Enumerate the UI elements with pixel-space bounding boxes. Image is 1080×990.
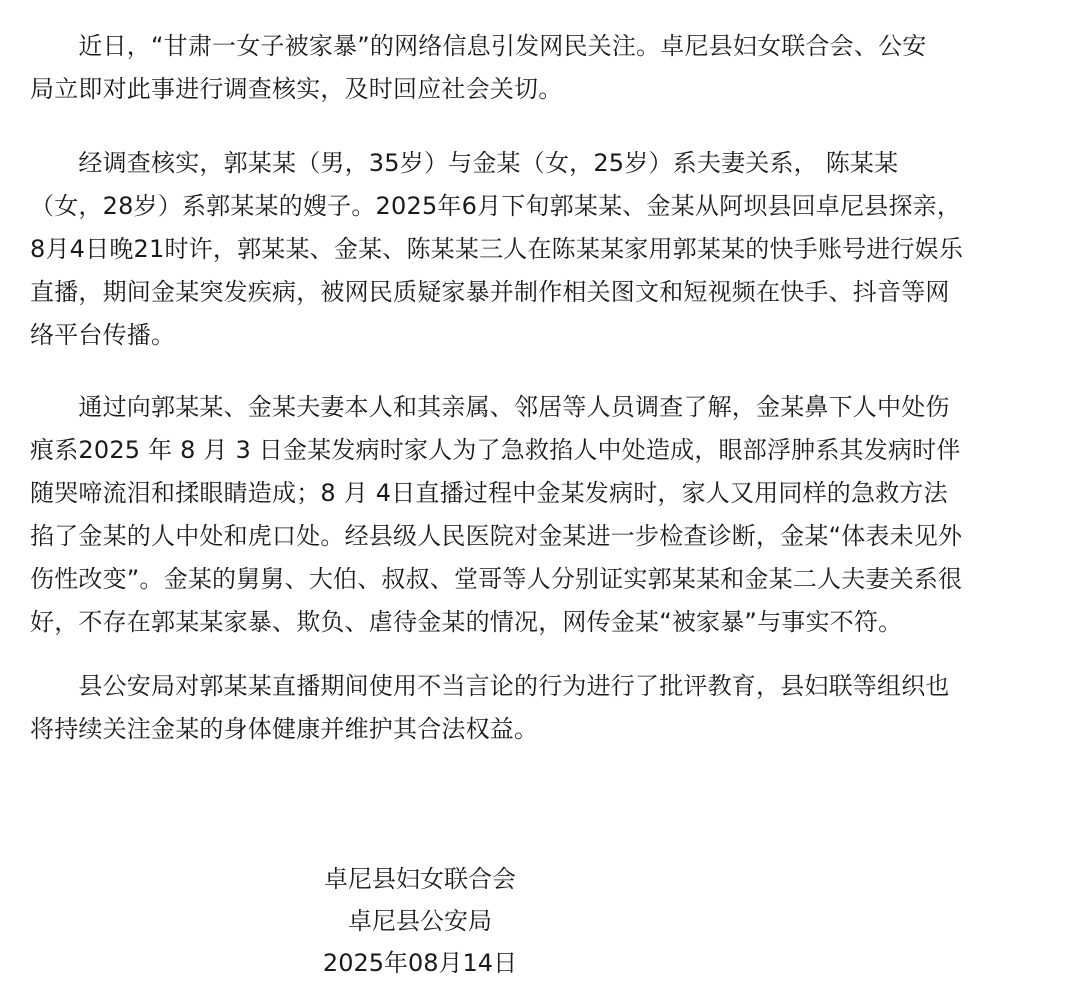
signature-date: 2025年08月14日 [322,949,518,977]
text-line: 伤性改变”。金某的舅舅、大伯、叔叔、堂哥等人分别证实郭某某和金某二人夫妻关系很 [30,565,963,593]
text-line: 县公安局对郭某某直播期间使用不当言论的行为进行了批评教育，县妇联等组织也 [30,672,950,700]
paragraph-conclusion [30,665,1052,751]
text-line: 经调查核实，郭某某（男，35岁）与金某（女，25岁）系夫妻关系， 陈某某 [30,149,899,177]
text-line: 8月4日晚21时许，郭某某、金某、陈某某三人在陈某某家用郭某某的快手账号进行娱乐 [30,235,964,263]
paragraph-intro [30,25,1052,111]
paragraph-findings [30,386,1052,644]
paragraph-investigation [30,142,1052,357]
text-line: 将持续关注金某的身体健康并维护其合法权益。 [30,715,539,743]
text-line: 痕系2025 年 8 月 3 日金某发病时家人为了急救掐人中处造成，眼部浮肿系其发病时伴 [30,436,961,464]
text-line: 通过向郭某某、金某夫妻本人和其亲属、邻居等人员调查了解，金某鼻下人中处伤 [30,393,950,421]
text-line: 局立即对此事进行调查核实，及时回应社会关切。 [30,75,563,103]
text-line: 络平台传播。 [30,321,176,349]
text-line: 掐了金某的人中处和虎口处。经县级人民医院对金某进一步检查诊断，金某“体表未见外 [30,522,963,550]
text-line: 近日，“甘肃一女子被家暴”的网络信息引发网民关注。卓尼县妇女联合会、公安 [30,32,927,60]
text-line: 直播，期间金某突发疾病，被网民质疑家暴并制作相关图文和短视频在快手、抖音等网 [30,278,950,306]
signature-org-womens-federation: 卓尼县妇女联合会 [324,865,516,893]
text-line: 随哭啼流泪和揉眼睛造成；8 月 4日直播过程中金某发病时，家人又用同样的急救方法 [30,479,948,507]
text-line: 好，不存在郭某某家暴、欺负、虐待金某的情况，网传金某“被家暴”与事实不符。 [30,608,903,636]
signature-block [300,858,540,984]
text-line: （女，28岁）系郭某某的嫂子。2025年6月下旬郭某某、金某从阿坝县回卓尼县探亲， [30,192,962,220]
signature-org-police-bureau: 卓尼县公安局 [348,907,492,935]
